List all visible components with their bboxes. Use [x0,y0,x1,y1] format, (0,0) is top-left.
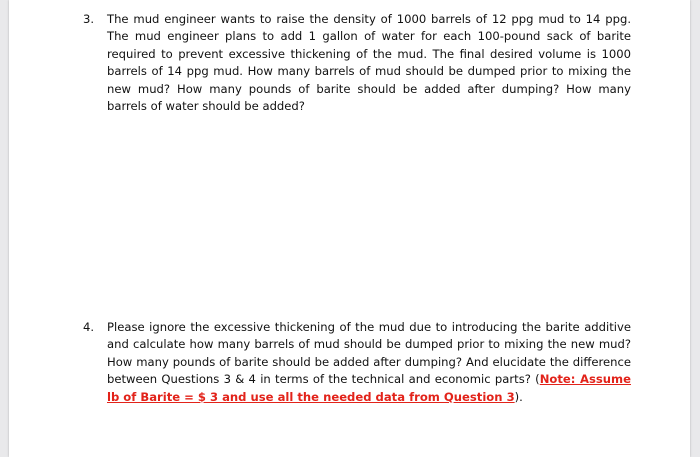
document-page [9,0,690,457]
note-text: Note: Assume lb of Barite = $ 3 and use all the needed data from Question 3 [107,372,631,404]
question-number: 3. [83,12,95,26]
question-number: 4. [83,320,95,334]
question-closing: ). [514,389,523,404]
question-4 [83,319,631,406]
question-text: The mud engineer wants to raise the density of 1000 barrels of 12 ppg mud to 14 ppg. The mud engineer plans to add 1 gallon of water for each 100-pound sack of barite required to prevent excessive thickening of the mud. The final desired volume is 1000 barrels of 14 ppg mud. How many barrels of mud should be dumped prior to mixing the new mud? How many pounds of barite should be added after dumping? How many barrels of water should be added? [107,12,631,114]
question-3 [83,11,631,115]
question-body: Please ignore the excessive thickening of the mud due to introducing the barite additive and calculate how many barrels of mud should be dumped prior to mixing the new mud? How many pounds of barite should be added after dumping? And elucidate the difference between Questions 3 & 4 in terms of the technical and economic parts? ( [107,320,631,387]
question-text [107,319,631,406]
